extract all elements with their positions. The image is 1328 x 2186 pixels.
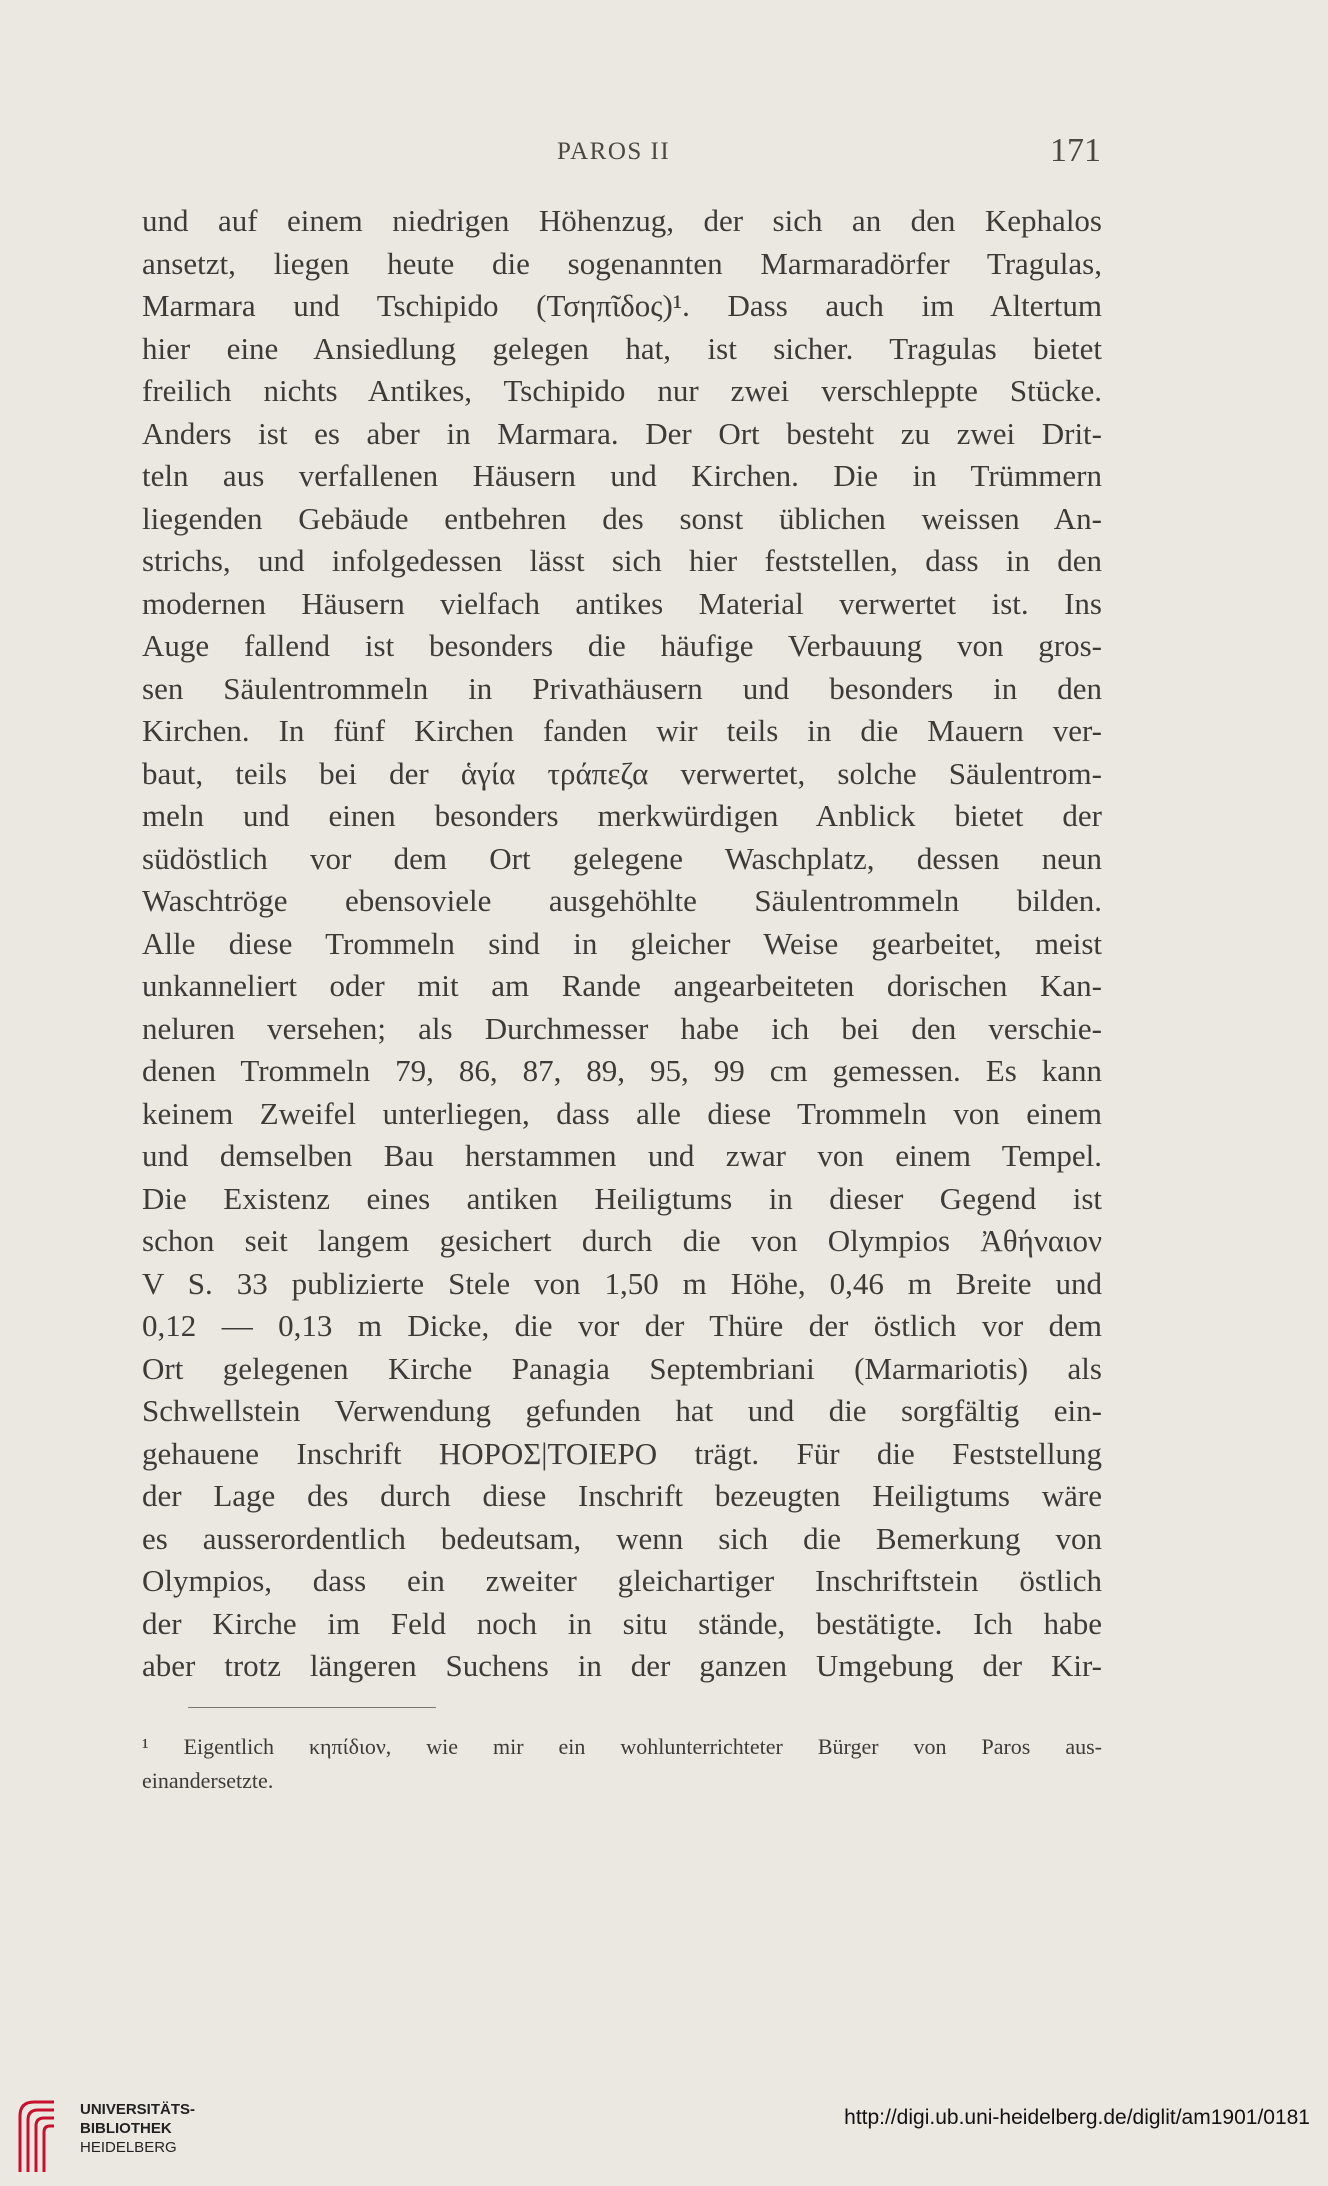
text-line: ansetzt, liegen heute die sogenannten Marmaradörfer Tragulas, — [142, 245, 1102, 281]
footnote-line: ¹ Eigentlich κηπίδιον, wie mir ein wohlunterrichteter Bürger von Paros aus- — [142, 1734, 1102, 1759]
text-line: Marmara und Tschipido (Τσηπῖδος)¹. Dass auch im Altertum — [142, 288, 1102, 323]
running-head — [0, 132, 1328, 172]
text-line: baut, teils bei der ἁγία τράπεζα verwertet, solche Säulentrom- — [142, 755, 1102, 791]
footnote-divider — [188, 1707, 436, 1708]
text-line: Olympios, dass ein zweiter gleichartiger Inschriftstein östlich — [142, 1563, 1102, 1598]
text-line: Alle diese Trommeln sind in gleicher Weise gearbeitet, meist — [142, 925, 1102, 961]
page-number: 171 — [1050, 132, 1101, 169]
text-line: Die Existenz eines antiken Heiligtums in dieser Gegend ist — [142, 1180, 1102, 1216]
text-line: freilich nichts Antikes, Tschipido nur zwei verschleppte Stücke. — [142, 373, 1102, 408]
text-line: und auf einem niedrigen Höhenzug, der sich an den Kephalos — [142, 203, 1102, 238]
text-line: sen Säulentrommeln in Privathäusern und besonders in den — [142, 670, 1102, 706]
footnote-line: einandersetzte. — [142, 1768, 274, 1793]
text-line: neluren versehen; als Durchmesser habe ich bei den verschie- — [142, 1010, 1102, 1046]
text-line: strichs, und infolgedessen lässt sich hier feststellen, dass in den — [142, 543, 1102, 578]
text-line: und demselben Bau herstammen und zwar von einem Tempel. — [142, 1138, 1102, 1173]
text-line: es ausserordentlich bedeutsam, wenn sich die Bemerkung von — [142, 1520, 1102, 1556]
text-line: Kirchen. In fünf Kirchen fanden wir teils in die Mauern ver- — [142, 713, 1102, 748]
text-line: schon seit langem gesichert durch die von Olympios Ἀθήναιον — [142, 1223, 1102, 1258]
text-line: Schwellstein Verwendung gefunden hat und die sorgfältig ein- — [142, 1393, 1102, 1428]
library-name-line: UNIVERSITÄTS- — [80, 2101, 196, 2118]
text-line: meln und einen besonders merkwürdigen Anblick bietet der — [142, 798, 1102, 833]
text-line: der Kirche im Feld noch in situ stände, bestätigte. Ich habe — [142, 1605, 1102, 1641]
library-logo-icon — [14, 2096, 58, 2176]
body-text — [142, 200, 1102, 1688]
library-name-line: BIBLIOTHEK — [80, 2120, 172, 2137]
text-line: gehauene Inschrift ΗΟΡΟΣ|ΤΟΙΕΡΟ trägt. Für die Feststellung — [142, 1435, 1102, 1471]
text-line: Waschtröge ebensoviele ausgehöhlte Säulentrommeln bilden. — [142, 883, 1102, 918]
text-line: aber trotz längeren Suchens in der ganzen Umgebung der Kir- — [142, 1648, 1102, 1683]
library-name-line: HEIDELBERG — [80, 2139, 177, 2156]
text-line: hier eine Ansiedlung gelegen hat, ist sicher. Tragulas bietet — [142, 330, 1102, 366]
footnotes — [142, 1730, 1102, 1798]
text-line: unkanneliert oder mit am Rande angearbeiteten dorischen Kan- — [142, 968, 1102, 1003]
text-line: Anders ist es aber in Marmara. Der Ort besteht zu zwei Drit- — [142, 415, 1102, 451]
text-line: keinem Zweifel unterliegen, dass alle diese Trommeln von einem — [142, 1095, 1102, 1131]
text-line: 0,12 — 0,13 m Dicke, die vor der Thüre der östlich vor dem — [142, 1308, 1102, 1343]
text-line: Auge fallend ist besonders die häufige Verbauung von gros- — [142, 628, 1102, 663]
text-line: liegenden Gebäude entbehren des sonst üblichen weissen An- — [142, 500, 1102, 536]
text-line: teln aus verfallenen Häusern und Kirchen. Die in Trümmern — [142, 458, 1102, 493]
running-title: PAROS II — [557, 138, 671, 165]
library-name — [80, 2100, 195, 2157]
text-line: Ort gelegenen Kirche Panagia Septembriani (Marmariotis) als — [142, 1350, 1102, 1386]
text-line: V S. 33 publizierte Stele von 1,50 m Höhe, 0,46 m Breite und — [142, 1265, 1102, 1301]
text-line: der Lage des durch diese Inschrift bezeugten Heiligtums wäre — [142, 1478, 1102, 1513]
text-line: denen Trommeln 79, 86, 87, 89, 95, 99 cm gemessen. Es kann — [142, 1053, 1102, 1088]
digitization-footer — [0, 2092, 1328, 2186]
text-line: südöstlich vor dem Ort gelegene Waschplatz, dessen neun — [142, 840, 1102, 876]
text-line: modernen Häusern vielfach antikes Material verwertet ist. Ins — [142, 585, 1102, 621]
source-url-link[interactable]: http://digi.ub.uni-heidelberg.de/diglit/am1901/0181 — [844, 2106, 1310, 2129]
